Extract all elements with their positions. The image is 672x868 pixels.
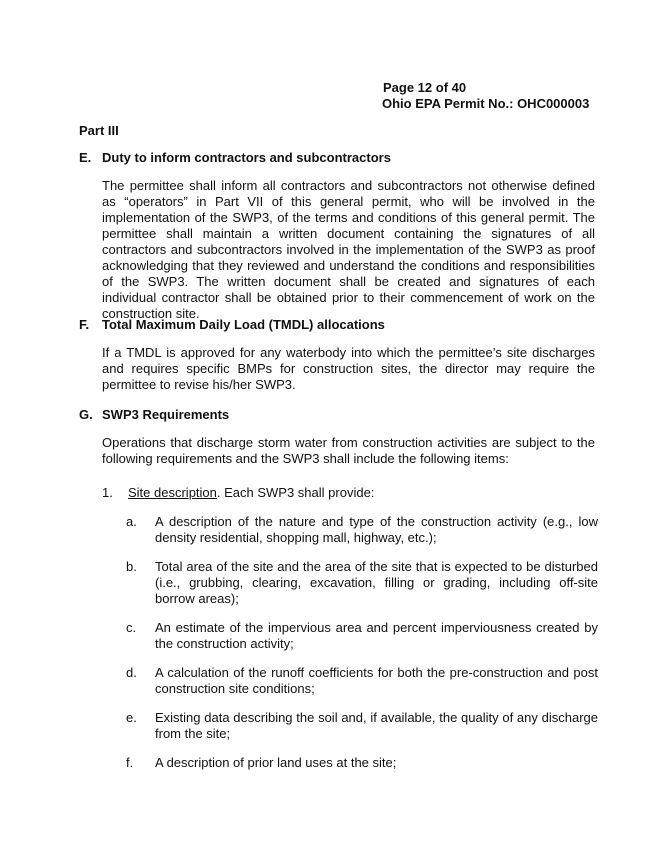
section-e-title: Duty to inform contractors and subcontractors — [102, 150, 391, 165]
subitem-c-text: An estimate of the impervious area and percent imperviousness created by the construction activity; — [155, 620, 598, 651]
section-g-heading — [79, 407, 599, 422]
subitem-b-text: Total area of the site and the area of the site that is expected to be disturbed (i.e., grubbing, clearing, excavation, filling or grading, including off-site borrow areas); — [155, 559, 598, 606]
section-f — [79, 317, 599, 393]
subitem-c-letter: c. — [126, 620, 137, 635]
subitem-f-letter: f. — [126, 755, 134, 770]
item-1-rest: . Each SWP3 shall provide: — [216, 485, 375, 500]
section-g — [79, 407, 599, 467]
item-1-text — [128, 485, 374, 501]
permit-number: Ohio EPA Permit No.: OHC000003 — [382, 96, 590, 111]
section-f-title: Total Maximum Daily Load (TMDL) allocations — [102, 317, 385, 332]
section-f-heading — [79, 317, 599, 332]
subitem-d-letter: d. — [126, 665, 137, 680]
page-header — [382, 80, 602, 112]
section-g-letter: G. — [79, 407, 93, 422]
section-e-heading — [79, 150, 599, 165]
page-number: Page 12 of 40 — [383, 80, 467, 95]
subitem-a-text: A description of the nature and type of the construction activity (e.g., low density residential, shopping mall, highway, etc.); — [155, 514, 598, 545]
section-e-body: The permittee shall inform all contractors and subcontractors not otherwise defined as “operators” in Part VII of this general permit, who will be involved in the implementation of the SWP3, of the terms and conditions of this general permit. The permittee shall maintain a written document containing the signatures of all contractors and subcontractors involved in the implementation of the SWP3 as proof acknowledging that they reviewed and understand the conditions and responsibilities of the SWP3. The written document shall be created and signatures of each individual contractor shall be obtained prior to their commencement of work on the construction site. — [102, 178, 595, 321]
section-g-title: SWP3 Requirements — [102, 407, 230, 422]
section-g-body: Operations that discharge storm water from construction activities are subject to the following requirements and the SWP3 shall include the following items: — [102, 435, 595, 466]
section-e — [79, 150, 599, 322]
subitem-e-letter: e. — [126, 710, 137, 725]
section-f-letter: F. — [79, 317, 90, 332]
section-e-letter: E. — [79, 150, 92, 165]
subitem-a-letter: a. — [126, 514, 137, 529]
subitem-f-text: A description of prior land uses at the site; — [155, 755, 397, 770]
subitem-b-letter: b. — [126, 559, 137, 574]
part-heading: Part III — [79, 123, 119, 138]
item-1-number: 1. — [102, 485, 113, 500]
item-1-title: Site description — [128, 485, 217, 500]
subitem-e-text: Existing data describing the soil and, if available, the quality of any discharge from the site; — [155, 710, 598, 741]
section-f-body: If a TMDL is approved for any waterbody into which the permittee’s site discharges and requires specific BMPs for construction sites, the director may require the permittee to revise his/her SWP3. — [102, 345, 595, 392]
subitem-d-text: A calculation of the runoff coefficients for both the pre-construction and post construction site conditions; — [155, 665, 598, 696]
